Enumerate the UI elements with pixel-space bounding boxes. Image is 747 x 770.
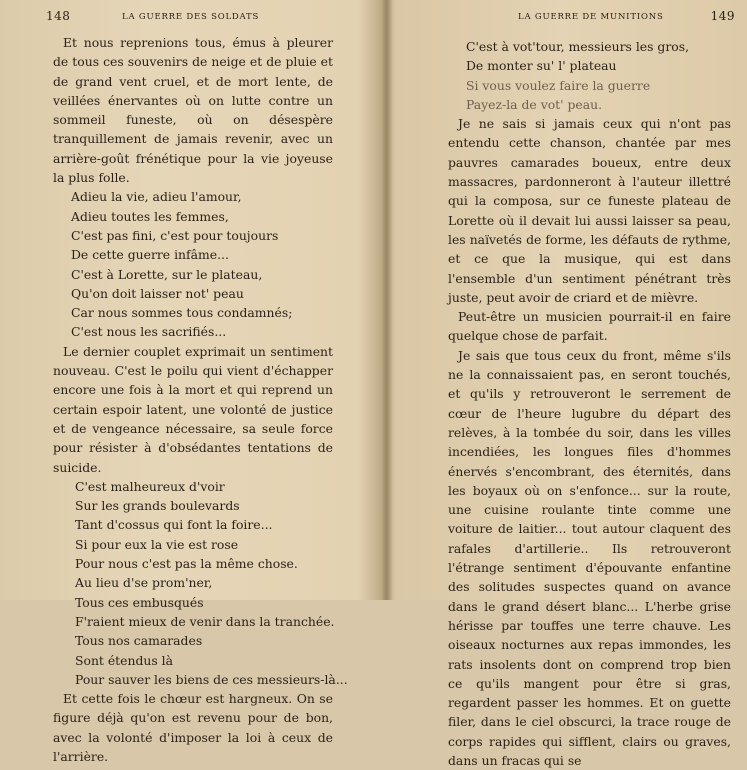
paragraph: Et cette fois le chœur est hargneux. On se figure déjà qu'on est revenu pour de bon, avec la volonté d'imposer la loi à ceux de l'arrière. bbox=[53, 691, 333, 764]
paragraph: Je sais que tous ceux du front, même s'ils ne la connaissaient pas, en seront touchés, et qu'ils y retrouveront le serrement de cœur de l'heure lugubre du départ des relèves, à la tombée du soir, dans les villes incendiées, les longues files d'hommes énervés s'encombrant, des éternités, dans les boyaux où on s'enfonce... sur la route, une cuisine roulante tinte comme une voiture de laitier... tout autour claquent des rafales d'artillerie.. Ils retrouveront l'étrange sentiment d'épouvante enfantine des solitudes suspectes quand on avance dans le grand désert blanc... L'herbe grise hérisse par touffes une terre chauve. Les oiseaux nocturnes aux repas immondes, les rats insolents dont on comprend trop bien ce qu'ils mangent pour être si gras, regardent passer les hommes. Et on guette filer, dans le ciel obscurci, la trace rouge de corps rapides qui sifflent, clairs ou graves, dans un fracas qui se bbox=[448, 347, 731, 768]
left-page-number: 148 bbox=[46, 9, 71, 23]
verse-line: Si vous voulez faire la guerre bbox=[466, 77, 651, 93]
verse-line: Adieu la vie, adieu l'amour, bbox=[71, 189, 242, 205]
verse-line: F'raient mieux de venir dans la tranchée. bbox=[75, 613, 335, 629]
verse-line: Sur les grands boulevards bbox=[75, 498, 240, 514]
right-page-header bbox=[390, 10, 747, 26]
left-page-body bbox=[53, 33, 348, 766]
verse-line: Si pour eux la vie est rose bbox=[75, 536, 239, 552]
verse-line: C'est à vot'tour, messieurs les gros, bbox=[466, 39, 690, 54]
verse-line: C'est pas fini, c'est pour toujours bbox=[71, 227, 279, 243]
paragraph: Et nous reprenions tous, émus à pleurer de tous ces souvenirs de neige et de pluie et de grand vent cruel, et de mort lente, de veillées énervantes où on lutte contre un sommeil funeste, où on désespère tranquillement de jamais revenir, avec un arrière-goût frénétique pour la vie joyeuse la plus folle. bbox=[53, 35, 333, 186]
song-verse bbox=[448, 37, 731, 114]
right-running-head: LA GUERRE DE MUNITIONS bbox=[518, 12, 664, 22]
song-verse bbox=[53, 187, 333, 341]
verse-line: Adieu toutes les femmes, bbox=[71, 208, 229, 224]
verse-line: Tant d'cossus qui font la foire... bbox=[75, 517, 273, 533]
paragraph: Je ne sais si jamais ceux qui n'ont pas entendu cette chanson, chantée par mes pauvres camarades boueux, entre deux massacres, pardonneront à l'auteur illettré qui la composa, sur ce funeste plateau de Lorette où il devait lui aussi laisser sa peau, les naïvetés de forme, les défauts de rythme, et ce que la musique, qui est dans l'ensemble d'un sentiment pénétrant très juste, peut avoir de criard et de mièvre. bbox=[448, 116, 731, 305]
verse-line: Tous ces embusqués bbox=[75, 594, 204, 610]
verse-line: Car nous sommes tous condamnés; bbox=[71, 305, 293, 321]
verse-line: C'est malheureux d'voir bbox=[75, 478, 225, 494]
right-page-body bbox=[448, 37, 731, 770]
verse-line: Payez-la de vot' peau. bbox=[466, 96, 603, 112]
verse-line: Sont étendus là bbox=[75, 652, 174, 668]
paragraph: Le dernier couplet exprimait un sentiment nouveau. C'est le poilu qui vient d'échapper encore une fois à la mort et qui reprend un certain espoir latent, une volonté de justice et de vengeance nécessaire, sa seule force pour résister à d'obsédantes tentations de suicide. bbox=[53, 343, 333, 475]
right-page-number: 149 bbox=[710, 9, 735, 23]
paragraph: Peut-être un musicien pourrait-il en faire quelque chose de parfait. bbox=[448, 309, 731, 344]
verse-line: C'est nous les sacrifiés... bbox=[71, 324, 227, 340]
verse-line: De cette guerre infâme... bbox=[71, 247, 229, 263]
left-running-head: LA GUERRE DES SOLDATS bbox=[122, 12, 260, 22]
verse-line: Pour sauver les biens de ces messieurs-là... bbox=[75, 671, 348, 687]
verse-line: Au lieu d'se prom'ner, bbox=[75, 575, 213, 591]
verse-line: Pour nous c'est pas la même chose. bbox=[75, 556, 298, 572]
right-page bbox=[390, 0, 747, 768]
verse-line: C'est à Lorette, sur le plateau, bbox=[71, 266, 263, 282]
verse-line: Tous nos camarades bbox=[75, 633, 203, 649]
verse-line: De monter su' l' plateau bbox=[466, 58, 617, 74]
verse-line: Qu'on doit laisser not' peau bbox=[71, 285, 244, 301]
left-page-header bbox=[0, 10, 385, 26]
song-verse bbox=[53, 477, 348, 689]
